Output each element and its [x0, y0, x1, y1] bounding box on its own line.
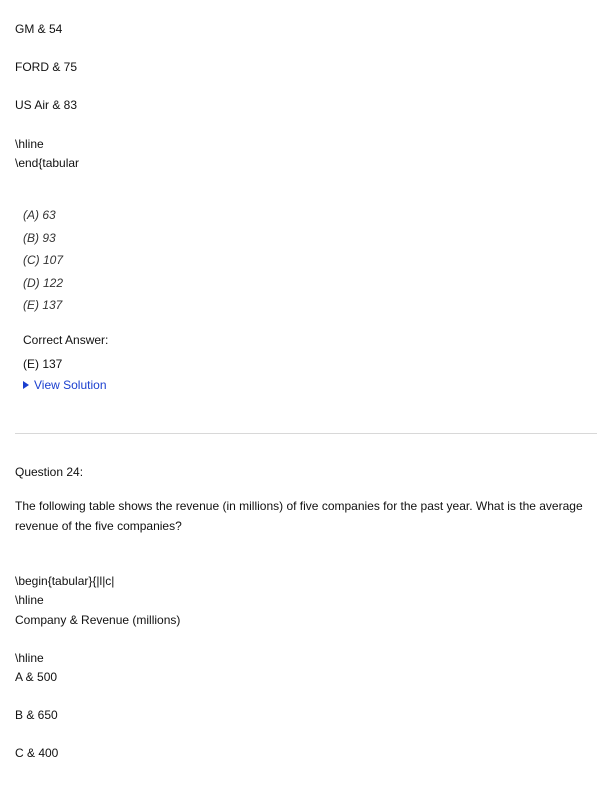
- option-b: (B) 93: [23, 231, 56, 245]
- latex-hline: \hline: [15, 137, 44, 151]
- correct-answer-label: Correct Answer:: [23, 333, 109, 347]
- table-header: Company & Revenue (millions): [15, 613, 181, 627]
- table-row-ford: FORD & 75: [15, 60, 78, 74]
- table-row-a: A & 500: [15, 670, 58, 684]
- view-solution-toggle[interactable]: [23, 378, 107, 392]
- correct-answer-value: (E) 137: [23, 357, 63, 371]
- divider: [15, 433, 597, 434]
- option-c: (C) 107: [23, 253, 64, 267]
- option-e: (E) 137: [23, 298, 63, 312]
- option-a: (A) 63: [23, 208, 56, 222]
- table-row-c: C & 400: [15, 746, 59, 760]
- table-row-gm: GM & 54: [15, 22, 63, 36]
- question-number: Question 24:: [15, 465, 84, 479]
- option-d: (D) 122: [23, 276, 64, 290]
- view-solution-label: View Solution: [34, 378, 107, 392]
- question-text: The following table shows the revenue (in millions) of five companies for the past year. What is the average revenue of the five companies?: [15, 499, 583, 533]
- latex-begin-tabular: \begin{tabular}{|l|c|: [15, 574, 115, 588]
- table-row-usair: US Air & 83: [15, 98, 78, 112]
- disclosure-triangle-icon: [23, 381, 29, 389]
- table-row-b: B & 650: [15, 708, 58, 722]
- latex-hline: \hline: [15, 593, 44, 607]
- latex-end-tabular: \end{tabular: [15, 156, 80, 170]
- latex-hline: \hline: [15, 651, 44, 665]
